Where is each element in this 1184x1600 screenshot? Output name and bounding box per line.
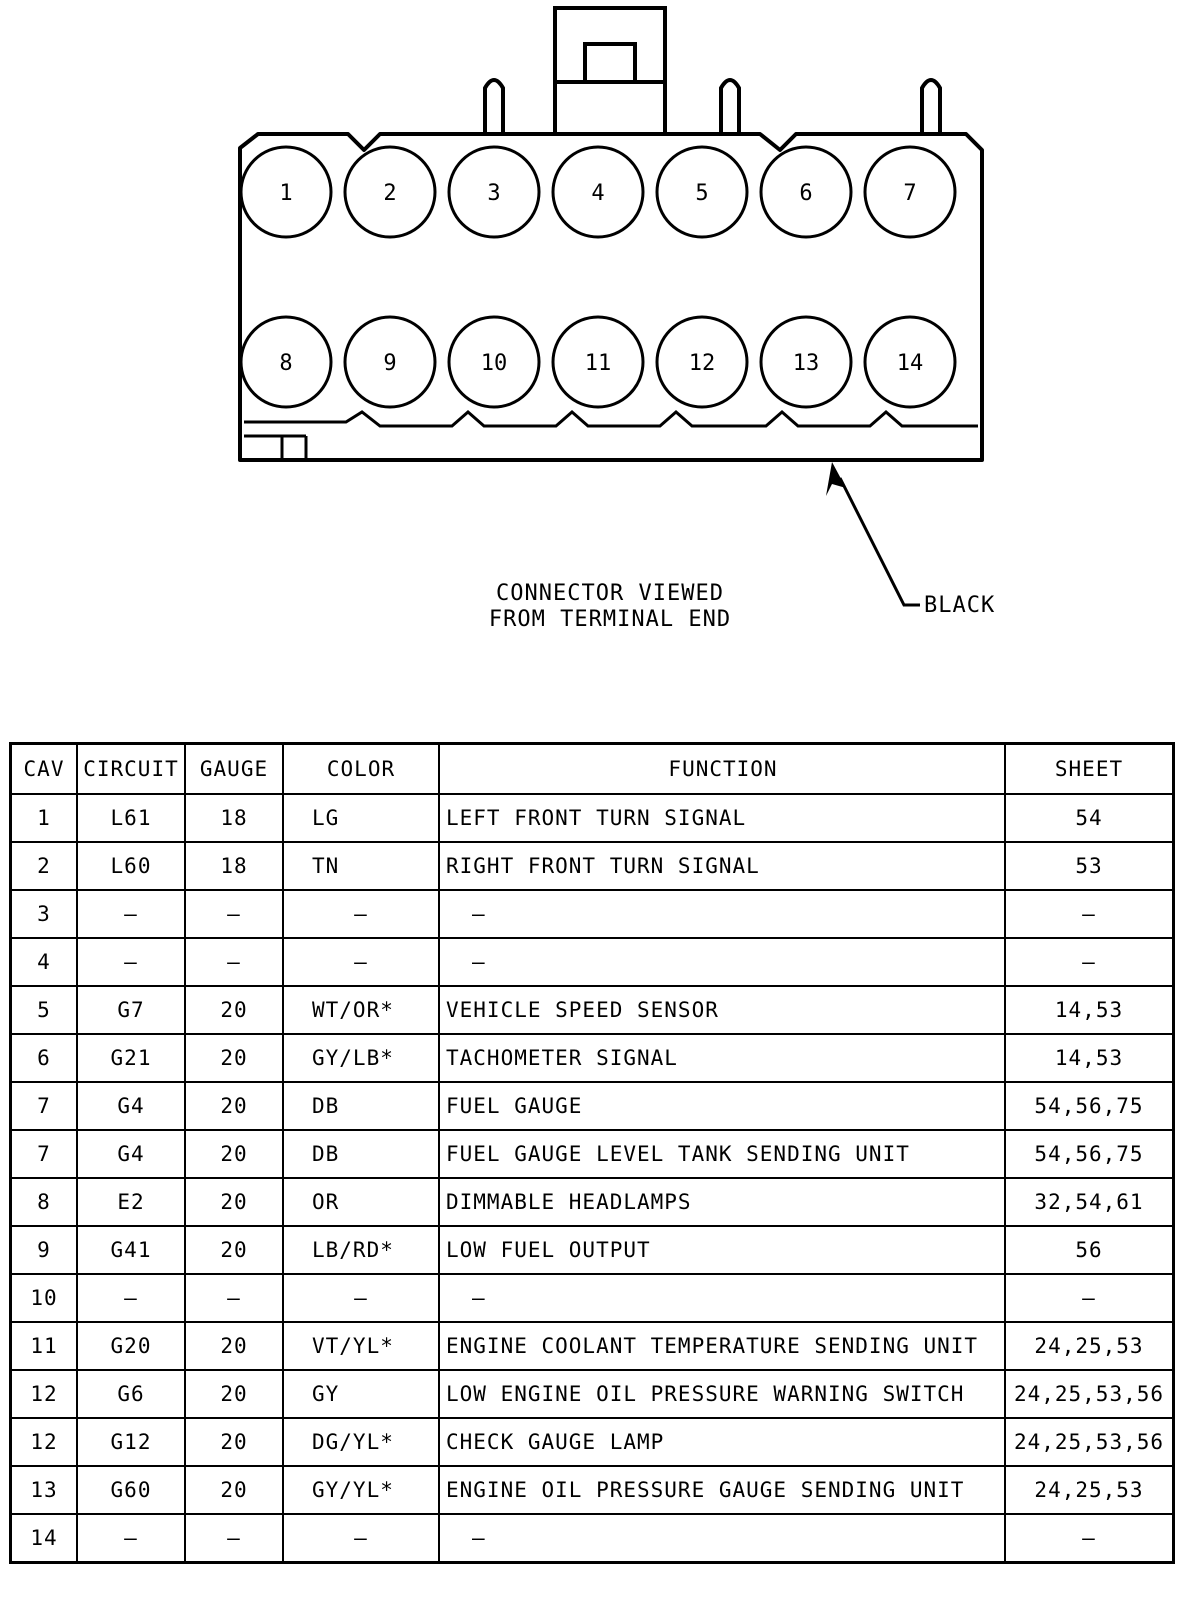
cell-function: — (439, 1274, 1005, 1322)
cell-circuit: — (77, 1514, 185, 1563)
table-row (11, 1130, 1174, 1178)
cell-gauge: 20 (185, 1178, 283, 1226)
table-row (11, 1322, 1174, 1370)
cell-function: CHECK GAUGE LAMP (439, 1418, 1005, 1466)
cell-cav: 14 (11, 1514, 78, 1563)
table-row (11, 1370, 1174, 1418)
cell-function: RIGHT FRONT TURN SIGNAL (439, 842, 1005, 890)
cavity-number: 10 (480, 351, 508, 376)
cell-cav: 6 (11, 1034, 78, 1082)
cell-gauge: — (185, 890, 283, 938)
cell-color: LG (283, 794, 439, 842)
cell-gauge: 20 (185, 1322, 283, 1370)
cell-cav: 3 (11, 890, 78, 938)
cell-cav: 4 (11, 938, 78, 986)
cell-sheet: 14,53 (1005, 986, 1174, 1034)
cell-circuit: — (77, 938, 185, 986)
cell-function: FUEL GAUGE (439, 1082, 1005, 1130)
table-row (11, 1274, 1174, 1322)
callout-label-black: BLACK (924, 593, 996, 618)
cell-circuit: L61 (77, 794, 185, 842)
header-gauge: GAUGE (185, 744, 283, 795)
cavity-number: 8 (279, 351, 293, 376)
cell-color: GY/YL* (283, 1466, 439, 1514)
cell-cav: 12 (11, 1418, 78, 1466)
cell-cav: 8 (11, 1178, 78, 1226)
header-cav: CAV (11, 744, 78, 795)
cell-gauge: 20 (185, 1466, 283, 1514)
cell-function: DIMMABLE HEADLAMPS (439, 1178, 1005, 1226)
table-row (11, 986, 1174, 1034)
cell-color: LB/RD* (283, 1226, 439, 1274)
caption-line-1: CONNECTOR VIEWED (496, 581, 724, 606)
cell-color: DB (283, 1130, 439, 1178)
cell-cav: 7 (11, 1082, 78, 1130)
table-row (11, 842, 1174, 890)
cell-sheet: 24,25,53,56 (1005, 1370, 1174, 1418)
cell-gauge: 18 (185, 794, 283, 842)
cavity-number: 11 (584, 351, 612, 376)
cell-function: — (439, 890, 1005, 938)
cell-sheet: 54,56,75 (1005, 1130, 1174, 1178)
table-row (11, 1226, 1174, 1274)
cavity-number: 13 (792, 351, 820, 376)
cell-circuit: G12 (77, 1418, 185, 1466)
table-row (11, 890, 1174, 938)
cell-gauge: 20 (185, 1034, 283, 1082)
cell-color: DB (283, 1082, 439, 1130)
cell-gauge: 20 (185, 1130, 283, 1178)
cell-sheet: — (1005, 938, 1174, 986)
cell-sheet: 24,25,53,56 (1005, 1418, 1174, 1466)
cell-cav: 7 (11, 1130, 78, 1178)
cell-sheet: — (1005, 890, 1174, 938)
cell-circuit: G7 (77, 986, 185, 1034)
cell-gauge: 20 (185, 1370, 283, 1418)
cell-circuit: G20 (77, 1322, 185, 1370)
cell-function: TACHOMETER SIGNAL (439, 1034, 1005, 1082)
cell-function: LOW ENGINE OIL PRESSURE WARNING SWITCH (439, 1370, 1005, 1418)
cell-circuit: G4 (77, 1082, 185, 1130)
table-row (11, 1466, 1174, 1514)
cell-sheet: 54 (1005, 794, 1174, 842)
table-row (11, 1418, 1174, 1466)
cell-color: GY (283, 1370, 439, 1418)
table-row (11, 1178, 1174, 1226)
cell-sheet: — (1005, 1274, 1174, 1322)
header-circuit: CIRCUIT (77, 744, 185, 795)
cell-color: GY/LB* (283, 1034, 439, 1082)
table-row (11, 794, 1174, 842)
cell-circuit: L60 (77, 842, 185, 890)
cell-color: TN (283, 842, 439, 890)
header-sheet: SHEET (1005, 744, 1174, 795)
cavity-number: 4 (591, 181, 605, 206)
cell-circuit: G60 (77, 1466, 185, 1514)
wiring-table (9, 742, 1175, 1564)
cell-function: — (439, 938, 1005, 986)
callout-arrow (826, 462, 920, 605)
cell-function: ENGINE OIL PRESSURE GAUGE SENDING UNIT (439, 1466, 1005, 1514)
cell-color: OR (283, 1178, 439, 1226)
cell-gauge: — (185, 938, 283, 986)
cell-cav: 13 (11, 1466, 78, 1514)
cell-circuit: E2 (77, 1178, 185, 1226)
cell-gauge: 18 (185, 842, 283, 890)
header-color: COLOR (283, 744, 439, 795)
cell-cav: 1 (11, 794, 78, 842)
cell-sheet: 24,25,53 (1005, 1466, 1174, 1514)
table-row (11, 938, 1174, 986)
cell-circuit: G6 (77, 1370, 185, 1418)
cell-color: — (283, 1514, 439, 1563)
cavity-number: 14 (896, 351, 924, 376)
cell-cav: 12 (11, 1370, 78, 1418)
caption-line-2: FROM TERMINAL END (488, 607, 732, 632)
cavity-number: 6 (799, 181, 813, 206)
cell-function: LEFT FRONT TURN SIGNAL (439, 794, 1005, 842)
cell-color: WT/OR* (283, 986, 439, 1034)
cell-cav: 10 (11, 1274, 78, 1322)
table-row (11, 1034, 1174, 1082)
cavity-number: 7 (903, 181, 917, 206)
cell-sheet: 53 (1005, 842, 1174, 890)
cavity-number: 3 (487, 181, 501, 206)
cell-circuit: — (77, 890, 185, 938)
cell-function: VEHICLE SPEED SENSOR (439, 986, 1005, 1034)
cell-sheet: 32,54,61 (1005, 1178, 1174, 1226)
cavity-number: 5 (695, 181, 709, 206)
connector-latch (555, 8, 665, 136)
cell-circuit: G4 (77, 1130, 185, 1178)
cavity-number: 1 (279, 181, 293, 206)
cell-function: LOW FUEL OUTPUT (439, 1226, 1005, 1274)
cell-gauge: 20 (185, 1226, 283, 1274)
cell-gauge: 20 (185, 1082, 283, 1130)
cell-gauge: — (185, 1274, 283, 1322)
cell-color: — (283, 890, 439, 938)
cell-circuit: — (77, 1274, 185, 1322)
cell-cav: 9 (11, 1226, 78, 1274)
cavity-number: 12 (688, 351, 716, 376)
cell-function: ENGINE COOLANT TEMPERATURE SENDING UNIT (439, 1322, 1005, 1370)
cell-sheet: 56 (1005, 1226, 1174, 1274)
cell-color: DG/YL* (283, 1418, 439, 1466)
cell-gauge: 20 (185, 986, 283, 1034)
connector-diagram (0, 0, 1184, 660)
table-row (11, 1514, 1174, 1563)
cell-function: — (439, 1514, 1005, 1563)
cell-gauge: — (185, 1514, 283, 1563)
cell-cav: 11 (11, 1322, 78, 1370)
cell-gauge: 20 (185, 1418, 283, 1466)
cell-color: — (283, 938, 439, 986)
cell-cav: 2 (11, 842, 78, 890)
cell-circuit: G41 (77, 1226, 185, 1274)
cell-sheet: 14,53 (1005, 1034, 1174, 1082)
cavity-number: 9 (383, 351, 397, 376)
cell-cav: 5 (11, 986, 78, 1034)
table-body (11, 794, 1174, 1563)
cell-function: FUEL GAUGE LEVEL TANK SENDING UNIT (439, 1130, 1005, 1178)
cell-sheet: — (1005, 1514, 1174, 1563)
cell-sheet: 24,25,53 (1005, 1322, 1174, 1370)
table-row (11, 1082, 1174, 1130)
cavity-number: 2 (383, 181, 397, 206)
cell-color: — (283, 1274, 439, 1322)
cell-color: VT/YL* (283, 1322, 439, 1370)
header-function: FUNCTION (439, 744, 1005, 795)
table-header-row (11, 744, 1174, 795)
cell-circuit: G21 (77, 1034, 185, 1082)
cell-sheet: 54,56,75 (1005, 1082, 1174, 1130)
